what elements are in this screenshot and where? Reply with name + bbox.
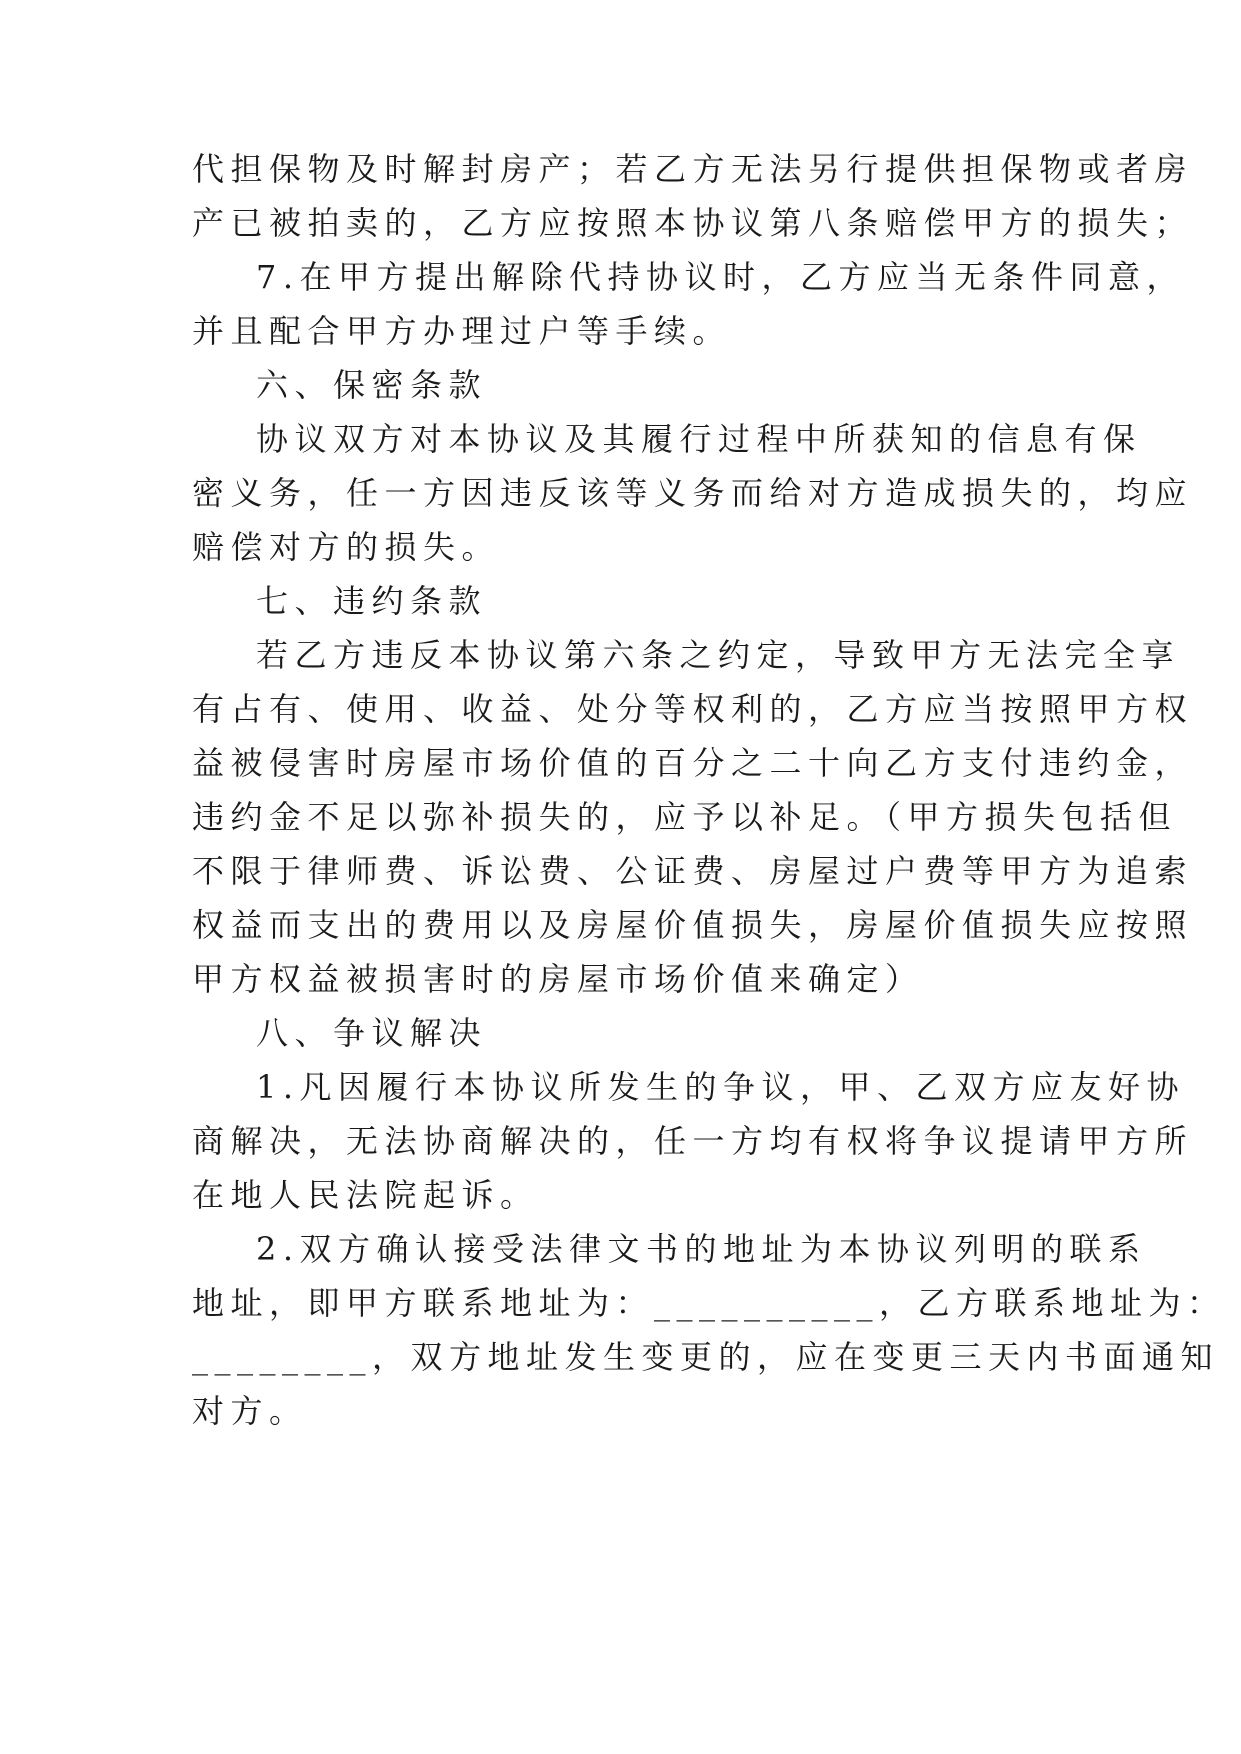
text-line: 产已被拍卖的，乙方应按照本协议第八条赔偿甲方的损失； <box>192 204 1194 242</box>
text-line: 对方。 <box>192 1392 308 1430</box>
text-line: 协议双方对本协议及其履行过程中所获知的信息有保 <box>256 420 1142 458</box>
text-line: 1.凡因履行本协议所发生的争议，甲、乙双方应友好协 <box>256 1068 1186 1106</box>
text-line: 权益而支出的费用以及房屋价值损失，房屋价值损失应按照 <box>192 906 1194 944</box>
section-heading: 七、违约条款 <box>256 582 488 620</box>
text-line: 商解决，无法协商解决的，任一方均有权将争议提请甲方所 <box>192 1122 1194 1160</box>
text-line: 有占有、使用、收益、处分等权利的，乙方应当按照甲方权 <box>192 690 1194 728</box>
text-line: 在地人民法院起诉。 <box>192 1176 539 1214</box>
text-line: 代担保物及时解封房产；若乙方无法另行提供担保物或者房 <box>192 150 1194 188</box>
text-line: 甲方权益被损害时的房屋市场价值来确定） <box>192 960 924 998</box>
text-line: ________，双方地址发生变更的，应在变更三天内书面通知 <box>192 1338 1220 1376</box>
text-line: 益被侵害时房屋市场价值的百分之二十向乙方支付违约金， <box>192 744 1194 782</box>
text-line: 地址，即甲方联系地址为：__________，乙方联系地址为： <box>192 1284 1226 1322</box>
text-line: 违约金不足以弥补损失的，应予以补足。（甲方损失包括但 <box>192 798 1178 836</box>
text-line: 7.在甲方提出解除代持协议时，乙方应当无条件同意， <box>256 258 1186 296</box>
section-heading: 六、保密条款 <box>256 366 488 404</box>
text-line: 不限于律师费、诉讼费、公证费、房屋过户费等甲方为追索 <box>192 852 1194 890</box>
text-line: 密义务，任一方因违反该等义务而给对方造成损失的，均应 <box>192 474 1194 512</box>
text-line: 若乙方违反本协议第六条之约定，导致甲方无法完全享 <box>256 636 1181 674</box>
text-line: 赔偿对方的损失。 <box>192 528 501 566</box>
text-line: 并且配合甲方办理过户等手续。 <box>192 312 732 350</box>
text-line: 2.双方确认接受法律文书的地址为本协议列明的联系 <box>256 1230 1147 1268</box>
section-heading: 八、争议解决 <box>256 1014 488 1052</box>
